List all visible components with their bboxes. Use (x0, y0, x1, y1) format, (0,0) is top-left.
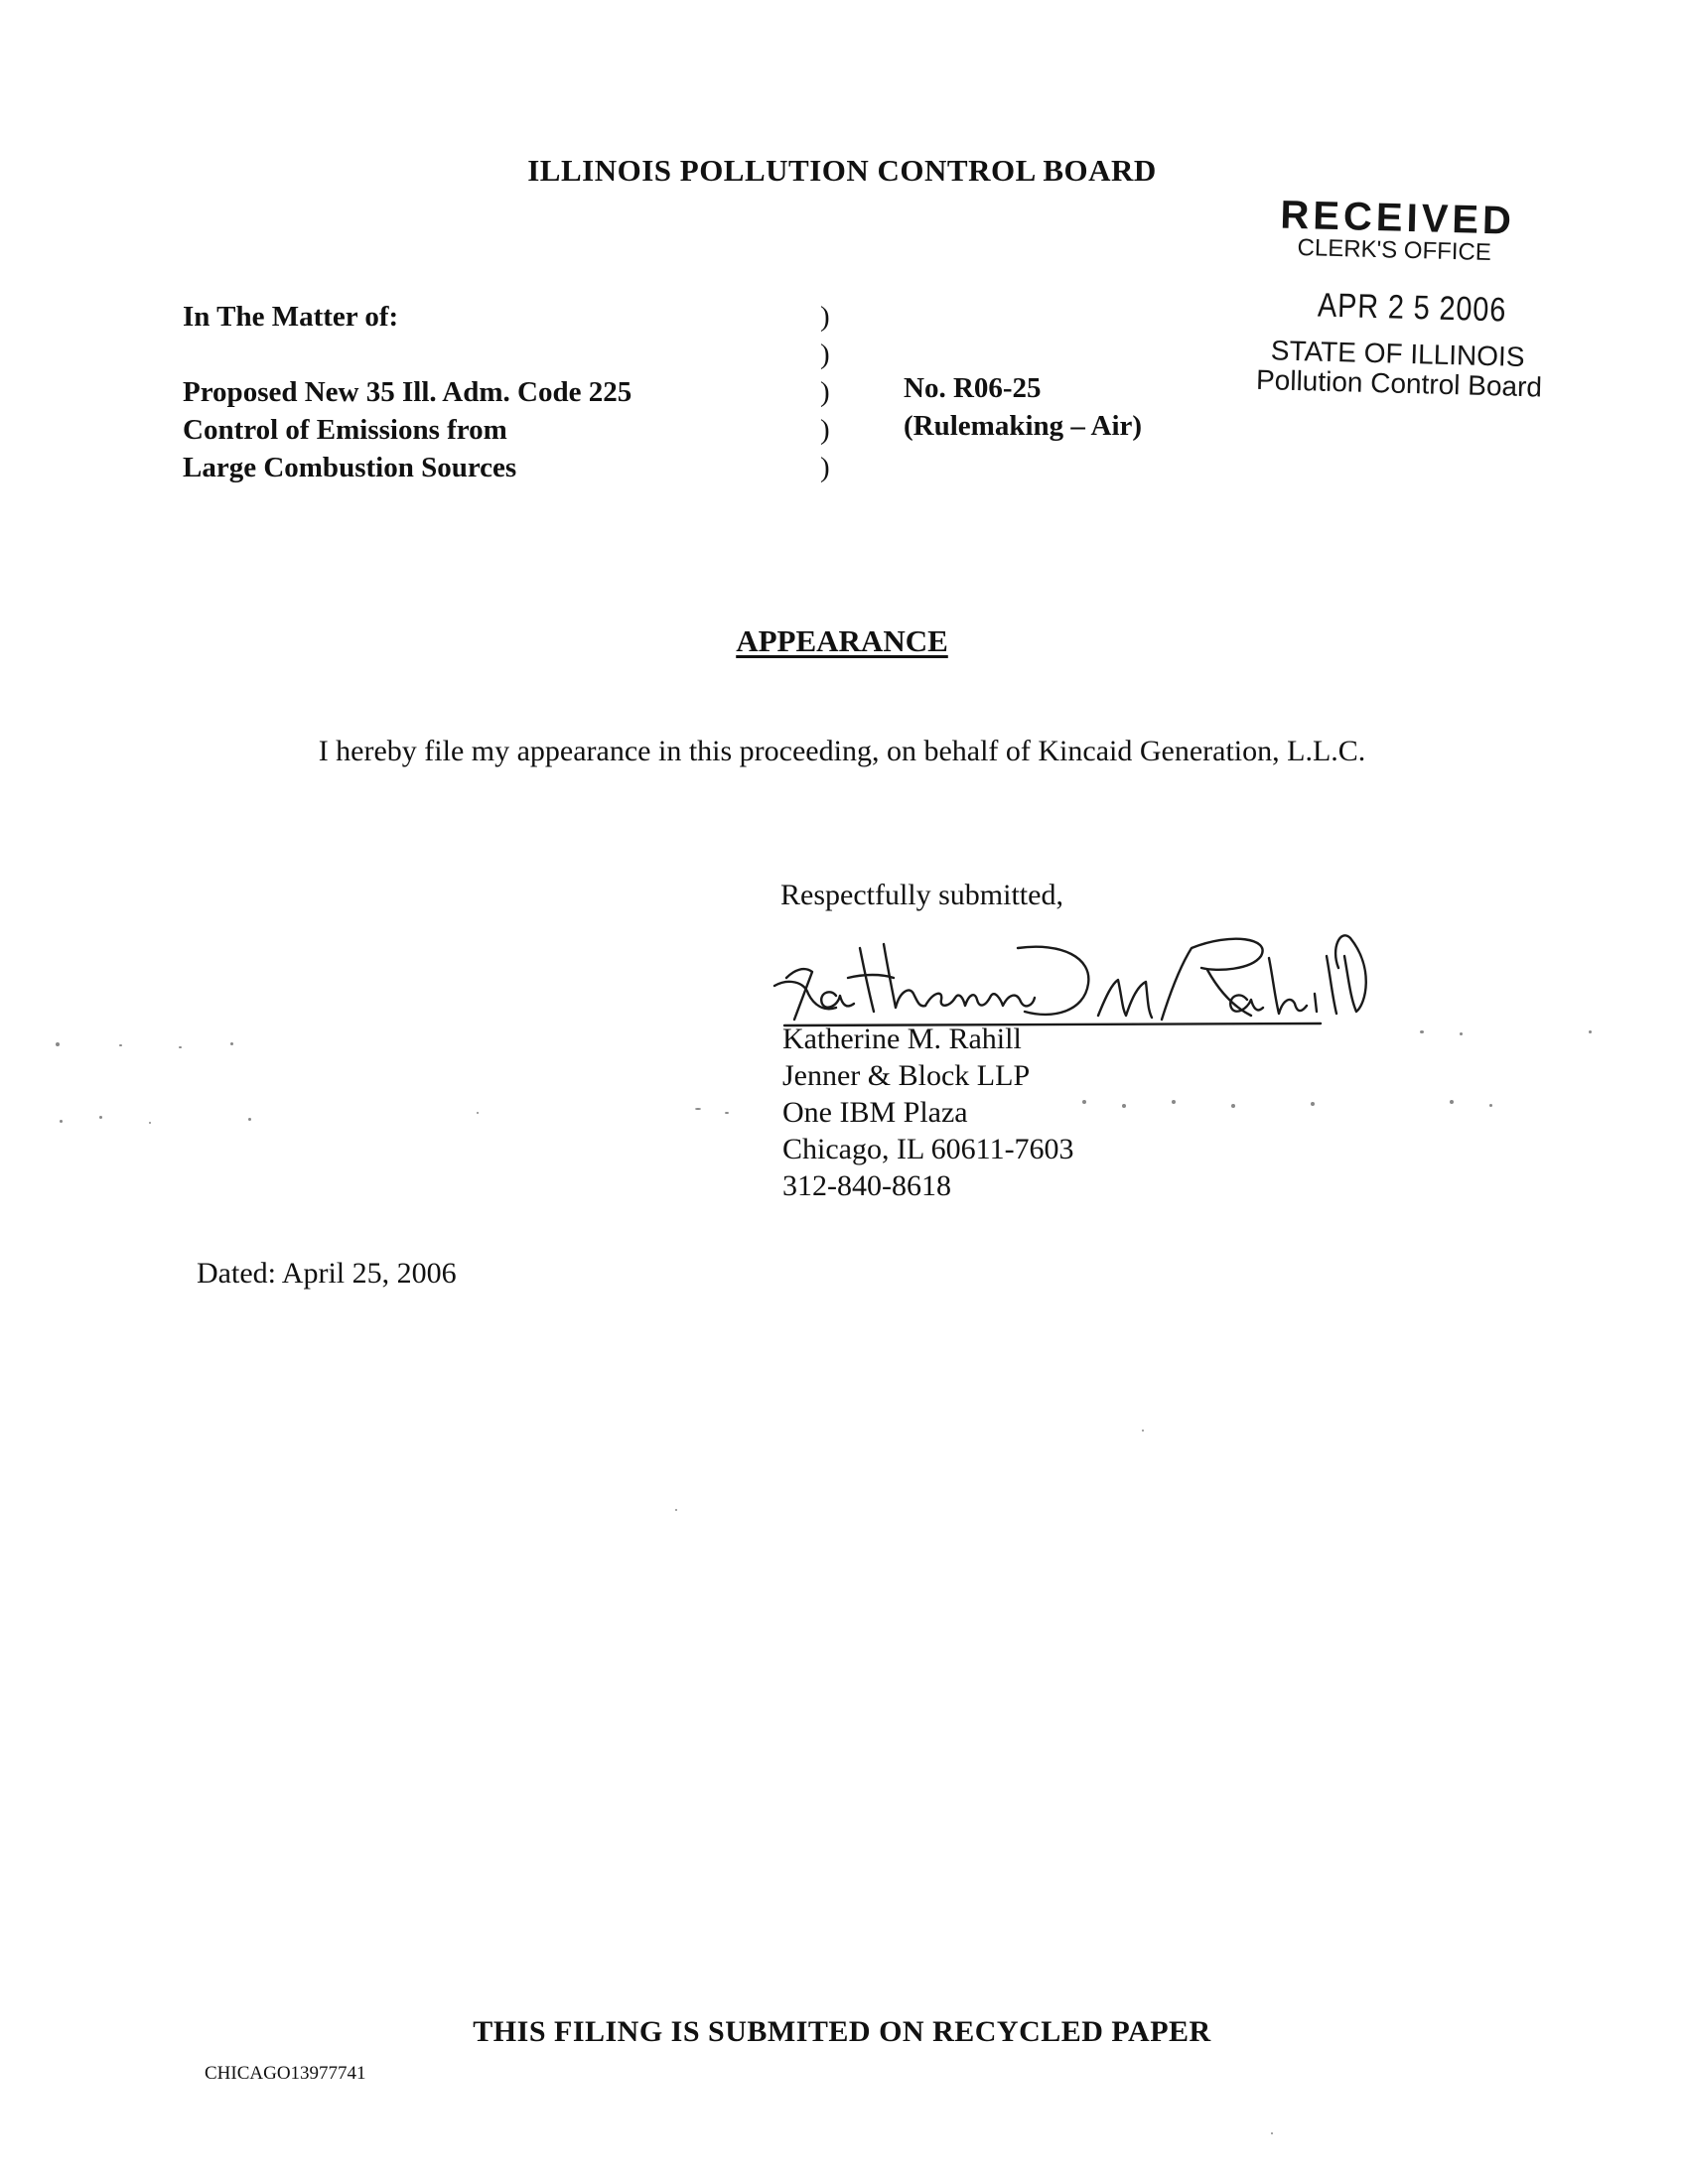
stamp-date: APR 2 5 2006 (1317, 286, 1507, 330)
closing-text: Respectfully submitted, (780, 879, 1063, 911)
phone-number: 312-840-8618 (782, 1169, 951, 1202)
caption-title-line: Proposed New 35 Ill. Adm. Code 225 (183, 376, 632, 408)
stamp-office: CLERK'S OFFICE (1297, 233, 1492, 267)
case-caption (183, 298, 632, 486)
caption-parens (820, 298, 830, 486)
paren: ) (820, 339, 830, 370)
paren: ) (820, 376, 830, 408)
docket-type: (Rulemaking – Air) (904, 410, 1143, 442)
signer-name: Katherine M. Rahill (782, 1023, 1022, 1055)
stamp-state: STATE OF ILLINOIS (1270, 335, 1525, 373)
appearance-heading: APPEARANCE (736, 623, 948, 658)
stamp-board: Pollution Control Board (1255, 363, 1543, 403)
signature-graphic (765, 908, 1380, 1037)
signature-block (782, 1021, 1074, 1204)
appearance-statement: I hereby file my appearance in this proceeding, on behalf of Kincaid Generation, L.L.C. (318, 735, 1366, 767)
docket-number: No. R06-25 (904, 372, 1042, 404)
document-id: CHICAGO13977741 (205, 2063, 366, 2084)
recycled-paper-notice: THIS FILING IS SUBMITED ON RECYCLED PAPER (473, 2015, 1211, 2048)
firm-name: Jenner & Block LLP (782, 1059, 1031, 1092)
address-line: Chicago, IL 60611-7603 (782, 1133, 1074, 1165)
caption-title-line: Large Combustion Sources (183, 452, 517, 483)
board-title: ILLINOIS POLLUTION CONTROL BOARD (527, 153, 1157, 188)
paren: ) (820, 414, 830, 446)
docket-info (904, 369, 1142, 445)
date-line: Dated: April 25, 2006 (197, 1257, 457, 1290)
received-stamp (1256, 195, 1589, 404)
matter-label: In The Matter of: (183, 301, 399, 333)
address-line: One IBM Plaza (782, 1096, 968, 1129)
paren: ) (820, 452, 830, 483)
stamp-received: RECEIVED (1279, 193, 1516, 243)
paren: ) (820, 301, 830, 333)
caption-title-line: Control of Emissions from (183, 414, 507, 446)
